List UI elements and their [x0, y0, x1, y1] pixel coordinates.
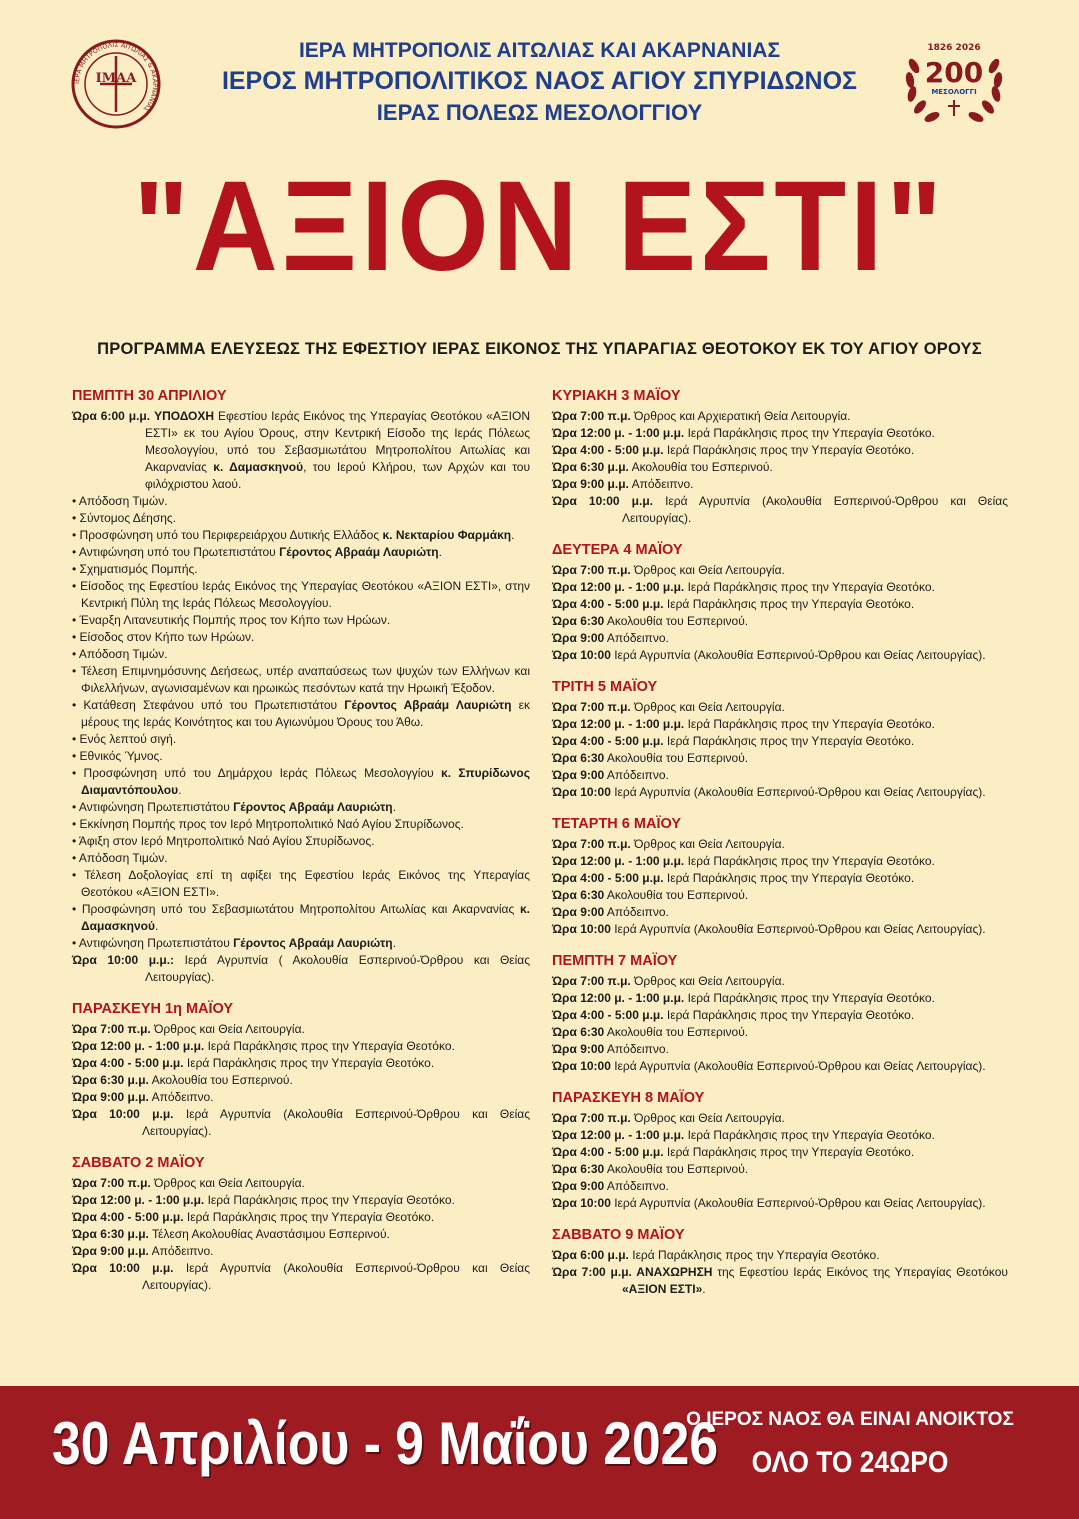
schedule-entry: Ώρα 9:00 Απόδειπνο.	[552, 768, 669, 782]
schedule-entry: Ώρα 6:30 Ακολουθία του Εσπερινού.	[552, 888, 749, 902]
day-wednesday-6-may	[552, 814, 1008, 938]
bullet-item: • Αντιφώνηση υπό του Πρωτεπιστάτου Γέροντος Αβραάμ Λαυριώτη.	[72, 545, 442, 559]
metropolis-seal-icon	[70, 38, 162, 130]
schedule-entry: Ώρα 12:00 μ. - 1:00 μ.μ. Ιερά Παράκλησις προς την Υπεραγία Θεοτόκο.	[552, 991, 935, 1005]
footer-band	[0, 1386, 1079, 1519]
day-friday-1-may	[72, 999, 530, 1140]
day-thursday-7-may	[552, 951, 1008, 1075]
schedule-entry: Ώρα 12:00 μ. - 1:00 μ.μ. Ιερά Παράκλησις προς την Υπεραγία Θεοτόκο.	[72, 1039, 455, 1053]
schedule-entry: Ώρα 7:00 π.μ. Όρθρος και Θεία Λειτουργία.	[552, 974, 785, 988]
svg-text:ΙΕΡΑ ΜΗΤΡΟΠΟΛΙΣ ΑΙΤΩΛΙΑΣ & ΑΚΑ: ΙΕΡΑ ΜΗΤΡΟΠΟΛΙΣ ΑΙΤΩΛΙΑΣ & ΑΚΑΡΝΑΝΙΑΣ	[72, 40, 160, 114]
schedule-entry: Ώρα 6:30 μ.μ. Ακολουθία του Εσπερινού.	[552, 460, 773, 474]
bullet-item: • Προσφώνηση υπό του Περιφερειάρχου Δυτικής Ελλάδος κ. Νεκταρίου Φαρμάκη.	[72, 528, 515, 542]
bullet-item: • Έναρξη Λιτανευτικής Πομπής προς τον Κήπο των Ηρώων.	[72, 613, 391, 627]
bullet-item: • Κατάθεση Στεφάνου υπό του Πρωτεπιστάτου Γέροντος Αβραάμ Λαυριώτη εκ μέρους της Ιεράς Κοινότητος και του Αγιωνύμου Όρους του Άθω.	[72, 698, 530, 729]
bullet-item: • Τέλεση Δοξολογίας επί τη αφίξει της Εφεστίου Ιεράς Εικόνος της Υπεραγίας Θεοτόκου «ΑΞΙΟΝ ΕΣΤΙ».	[72, 868, 530, 899]
schedule-entry: Ώρα 7:00 π.μ. Όρθρος και Θεία Λειτουργία.	[72, 1022, 305, 1036]
schedule-entry: Ώρα 10:00 Ιερά Αγρυπνία (Ακολουθία Εσπερινού-Όρθρου και Θείας Λειτουργίας).	[552, 922, 986, 936]
day-friday-8-may	[552, 1088, 1008, 1212]
schedule-entry: Ώρα 6:30 Ακολουθία του Εσπερινού.	[552, 751, 749, 765]
schedule-entry: Ώρα 10:00 Ιερά Αγρυπνία (Ακολουθία Εσπερινού-Όρθρου και Θείας Λειτουργίας).	[552, 1059, 986, 1073]
open-notice-line2: ΟΛΟ ΤΟ 24ΩΡΟ	[751, 1446, 949, 1479]
schedule-entry: Ώρα 12:00 μ. - 1:00 μ.μ. Ιερά Παράκλησις προς την Υπεραγία Θεοτόκο.	[552, 717, 935, 731]
schedule-entry: Ώρα 7:00 μ.μ. ΑΝΑΧΩΡΗΣΗ της Εφεστίου Ιεράς Εικόνος της Υπεραγίας Θεοτόκου «ΑΞΙΟΝ ΕΣΤΙ».	[552, 1265, 1008, 1296]
schedule-entry: Ώρα 7:00 π.μ. Όρθρος και Θεία Λειτουργία.	[552, 837, 785, 851]
day-title: ΔΕΥΤΕΡΑ 4 ΜΑΪΟΥ	[552, 542, 683, 558]
schedule-entry: Ώρα 6:30 Ακολουθία του Εσπερινού.	[552, 1162, 749, 1176]
day-title: ΣΑΒΒΑΤΟ 9 ΜΑΪΟΥ	[552, 1227, 685, 1243]
schedule-entry: Ώρα 9:00 Απόδειπνο.	[552, 905, 669, 919]
schedule-entry: Ώρα 6:30 μ.μ. Ακολουθία του Εσπερινού.	[72, 1073, 293, 1087]
schedule-entry: Ώρα 9:00 μ.μ. Απόδειπνο.	[552, 477, 694, 491]
schedule-entry: Ώρα 6:00 μ.μ. ΥΠΟΔΟΧΗ Εφεστίου Ιεράς Εικόνος της Υπεραγίας Θεοτόκου «ΑΞΙΟΝ ΕΣΤΙ» εκ του Αγίου Όρους, στην Κεντρική Είσοδο της Ιεράς Πόλεως Μεσολογγίου, υπό του Σεβασμιωτάτου Μητροπολίτου Αιτωλίας και Ακαρνανίας κ. Δαμασκηνού, του Ιερού Κλήρου, των Αρχών και του φιλόχριστου λαού.	[72, 409, 531, 491]
event-dates: 30 Απριλίου - 9 Μαΐου 2026	[52, 1410, 719, 1477]
schedule-entry: Ώρα 9:00 Απόδειπνο.	[552, 1179, 669, 1193]
bullet-item: • Σχηματισμός Πομπής.	[72, 562, 198, 576]
schedule-entry: Ώρα 4:00 - 5:00 μ.μ. Ιερά Παράκλησις προς την Υπεραγία Θεοτόκο.	[552, 871, 915, 885]
day-tuesday-5-may	[552, 677, 1008, 801]
svg-text:ΙΜΑΑ: ΙΜΑΑ	[95, 71, 137, 86]
day-sunday-3-may	[552, 386, 1008, 527]
open-notice-line1: Ο ΙΕΡΟΣ ΝΑΟΣ ΘΑ ΕΙΝΑΙ ΑΝΟΙΚΤΟΣ	[686, 1409, 1014, 1430]
schedule-entry: Ώρα 12:00 μ. - 1:00 μ.μ. Ιερά Παράκλησις προς την Υπεραγία Θεοτόκο.	[552, 1128, 935, 1142]
schedule-entry: Ώρα 10:00 μ.μ. Ιερά Αγρυπνία (Ακολουθία Εσπερινού-Όρθρου και Θείας Λειτουργίας).	[72, 1107, 530, 1138]
svg-text:1826 2026: 1826 2026	[927, 43, 981, 53]
schedule-entry: Ώρα 6:30 Ακολουθία του Εσπερινού.	[552, 1025, 749, 1039]
day-saturday-2-may	[72, 1153, 530, 1294]
bullet-item: • Απόδοση Τιμών.	[72, 647, 168, 661]
bullet-item: • Άφιξη στον Ιερό Μητροπολιτικό Ναό Αγίου Σπυρίδωνος.	[72, 834, 375, 848]
bullet-item: • Αντιφώνηση Πρωτεπιστάτου Γέροντος Αβραάμ Λαυριώτη.	[72, 936, 396, 950]
day-title: ΠΑΡΑΣΚΕΥΗ 8 ΜΑΪΟΥ	[552, 1090, 705, 1106]
header-line-metropolis: ΙΕΡΑ ΜΗΤΡΟΠΟΛΙΣ ΑΙΤΩΛΙΑΣ ΚΑΙ ΑΚΑΡΝΑΝΙΑΣ	[298, 39, 781, 62]
schedule-entry: Ώρα 12:00 μ. - 1:00 μ.μ. Ιερά Παράκλησις προς την Υπεραγία Θεοτόκο.	[72, 1193, 455, 1207]
schedule-entry: Ώρα 6:30 μ.μ. Τέλεση Ακολουθίας Αναστάσιμου Εσπερινού.	[72, 1227, 390, 1241]
program-subtitle: ΠΡΟΓΡΑΜΜΑ ΕΛΕΥΣΕΩΣ ΤΗΣ ΕΦΕΣΤΙΟΥ ΙΕΡΑΣ ΕΙΚΟΝΟΣ ΤΗΣ ΥΠΑΡΑΓΙΑΣ ΘΕΟΤΟΚΟΥ ΕΚ ΤΟΥ ΑΓΙΟΥ ΟΡΟΥΣ	[97, 340, 982, 358]
day-thursday-30-april	[72, 386, 530, 986]
schedule-entry: Ώρα 4:00 - 5:00 μ.μ. Ιερά Παράκλησις προς την Υπεραγία Θεοτόκο.	[552, 443, 915, 457]
bullet-item: • Σύντομος Δέησης.	[72, 511, 177, 525]
bullet-item: • Προσφώνηση υπό του Σεβασμιωτάτου Μητροπολίτου Αιτωλίας και Ακαρνανίας κ. Δαμασκηνού.	[72, 902, 530, 933]
schedule-entry: Ώρα 10:00 Ιερά Αγρυπνία (Ακολουθία Εσπερινού-Όρθρου και Θείας Λειτουργίας).	[552, 785, 986, 799]
schedule-entry: Ώρα 4:00 - 5:00 μ.μ. Ιερά Παράκλησις προς την Υπεραγία Θεοτόκο.	[552, 1008, 915, 1022]
schedule-entry: Ώρα 7:00 π.μ. Όρθρος και Θεία Λειτουργία.	[552, 1111, 785, 1125]
svg-text:ΜΕΣΟΛΟΓΓΙ: ΜΕΣΟΛΟΓΓΙ	[931, 88, 977, 96]
bullet-item: • Προσφώνηση υπό του Δημάρχου Ιεράς Πόλεως Μεσολογγίου κ. Σπυρίδωνος Διαμαντόπουλου.	[72, 766, 530, 797]
day-title: ΤΕΤΑΡΤΗ 6 ΜΑΪΟΥ	[552, 816, 682, 832]
schedule-entry: Ώρα 9:00 Απόδειπνο.	[552, 1042, 669, 1056]
bullet-item: • Εκκίνηση Πομπής προς τον Ιερό Μητροπολιτικό Ναό Αγίου Σπυρίδωνος.	[72, 817, 464, 831]
bullet-item: • Είσοδος της Εφεστίου Ιεράς Εικόνος της Υπεραγίας Θεοτόκου «ΑΞΙΟΝ ΕΣΤΙ», στην Κεντρική Πύλη της Ιεράς Πόλεως Μεσολογγίου.	[72, 579, 530, 610]
schedule-entry: Ώρα 4:00 - 5:00 μ.μ. Ιερά Παράκλησις προς την Υπεραγία Θεοτόκο.	[552, 734, 915, 748]
day-title: ΚΥΡΙΑΚΗ 3 ΜΑΪΟΥ	[552, 388, 681, 404]
bullet-item: • Αντιφώνηση Πρωτεπιστάτου Γέροντος Αβραάμ Λαυριώτη.	[72, 800, 396, 814]
schedule-entry: Ώρα 7:00 π.μ. Όρθρος και Θεία Λειτουργία.	[552, 563, 785, 577]
day-title: ΣΑΒΒΑΤΟ 2 ΜΑΪΟΥ	[72, 1155, 205, 1171]
bullet-item: • Απόδοση Τιμών.	[72, 494, 168, 508]
schedule-entry: Ώρα 10:00 μ.μ. Ιερά Αγρυπνία (Ακολουθία Εσπερινού-Όρθρου και Θείας Λειτουργίας).	[552, 494, 1008, 525]
schedule-entry: Ώρα 10:00 μ.μ.: Ιερά Αγρυπνία ( Ακολουθία Εσπερινού-Όρθρου και Θείας Λειτουργίας).	[72, 953, 531, 984]
schedule-entry: Ώρα 7:00 π.μ. Όρθρος και Θεία Λειτουργία.	[552, 700, 785, 714]
svg-text:200: 200	[924, 56, 984, 89]
bullet-item: • Απόδοση Τιμών.	[72, 851, 168, 865]
schedule-entry: Ώρα 4:00 - 5:00 μ.μ. Ιερά Παράκλησις προς την Υπεραγία Θεοτόκο.	[72, 1056, 435, 1070]
header-line-cathedral: ΙΕΡΟΣ ΜΗΤΡΟΠΟΛΙΤΙΚΟΣ ΝΑΟΣ ΑΓΙΟΥ ΣΠΥΡΙΔΩΝΟΣ	[221, 67, 858, 95]
day-title: ΠΕΜΠΤΗ 7 ΜΑΪΟΥ	[552, 953, 678, 969]
schedule-entry: Ώρα 12:00 μ. - 1:00 μ.μ. Ιερά Παράκλησις προς την Υπεραγία Θεοτόκο.	[552, 854, 935, 868]
schedule-entry: Ώρα 6:30 Ακολουθία του Εσπερινού.	[552, 614, 749, 628]
schedule-right-column	[552, 386, 1008, 1311]
schedule-entry: Ώρα 12:00 μ. - 1:00 μ.μ. Ιερά Παράκλησις προς την Υπεραγία Θεοτόκο.	[552, 426, 935, 440]
day-title: ΠΕΜΠΤΗ 30 ΑΠΡΙΛΙΟΥ	[72, 388, 227, 404]
schedule-entry: Ώρα 10:00 Ιερά Αγρυπνία (Ακολουθία Εσπερινού-Όρθρου και Θείας Λειτουργίας).	[552, 648, 986, 662]
main-title: "ΑΞΙΟΝ ΕΣΤΙ"	[133, 155, 946, 298]
day-title: ΠΑΡΑΣΚΕΥΗ 1η ΜΑΪΟΥ	[72, 1001, 234, 1017]
schedule-entry: Ώρα 7:00 π.μ. Όρθρος και Θεία Λειτουργία.	[72, 1176, 305, 1190]
anniversary-wreath-icon	[900, 36, 1008, 132]
schedule-entry: Ώρα 7:00 π.μ. Όρθρος και Αρχιερατική Θεία Λειτουργία.	[552, 409, 851, 423]
schedule-left-column	[72, 386, 530, 1307]
day-monday-4-may	[552, 540, 1008, 664]
schedule-entry: Ώρα 12:00 μ. - 1:00 μ.μ. Ιερά Παράκλησις προς την Υπεραγία Θεοτόκο.	[552, 580, 935, 594]
schedule-entry: Ώρα 6:00 μ.μ. Ιερά Παράκλησις προς την Υπεραγία Θεοτόκο.	[552, 1248, 880, 1262]
schedule-entry: Ώρα 9:00 μ.μ. Απόδειπνο.	[72, 1090, 214, 1104]
schedule-entry: Ώρα 9:00 μ.μ. Απόδειπνο.	[72, 1244, 214, 1258]
bullet-item: • Ενός λεπτού σιγή.	[72, 732, 177, 746]
day-title: ΤΡΙΤΗ 5 ΜΑΪΟΥ	[552, 679, 658, 695]
schedule-entry: Ώρα 10:00 Ιερά Αγρυπνία (Ακολουθία Εσπερινού-Όρθρου και Θείας Λειτουργίας).	[552, 1196, 986, 1210]
schedule-entry: Ώρα 4:00 - 5:00 μ.μ. Ιερά Παράκλησις προς την Υπεραγία Θεοτόκο.	[552, 597, 915, 611]
bullet-item: • Τέλεση Επιμνημόσυνης Δεήσεως, υπέρ αναπαύσεως των ψυχών των Ελλήνων και Φιλελλήνων, αγωνισαμένων και ηρωικώς πεσόντων κατά την Ηρωική Έξοδον.	[72, 664, 530, 695]
schedule-entry: Ώρα 10:00 μ.μ. Ιερά Αγρυπνία (Ακολουθία Εσπερινού-Όρθρου και Θείας Λειτουργίας).	[72, 1261, 530, 1292]
day-saturday-9-may	[552, 1225, 1008, 1298]
bullet-item: • Εθνικός Ύμνος.	[72, 749, 163, 763]
schedule-entry: Ώρα 4:00 - 5:00 μ.μ. Ιερά Παράκλησις προς την Υπεραγία Θεοτόκο.	[552, 1145, 915, 1159]
schedule-entry: Ώρα 9:00 Απόδειπνο.	[552, 631, 669, 645]
schedule-entry: Ώρα 4:00 - 5:00 μ.μ. Ιερά Παράκλησις προς την Υπεραγία Θεοτόκο.	[72, 1210, 435, 1224]
header-line-city: ΙΕΡΑΣ ΠΟΛΕΩΣ ΜΕΣΟΛΟΓΓΙΟΥ	[376, 100, 703, 125]
bullet-item: • Είσοδος στον Κήπο των Ηρώων.	[72, 630, 255, 644]
